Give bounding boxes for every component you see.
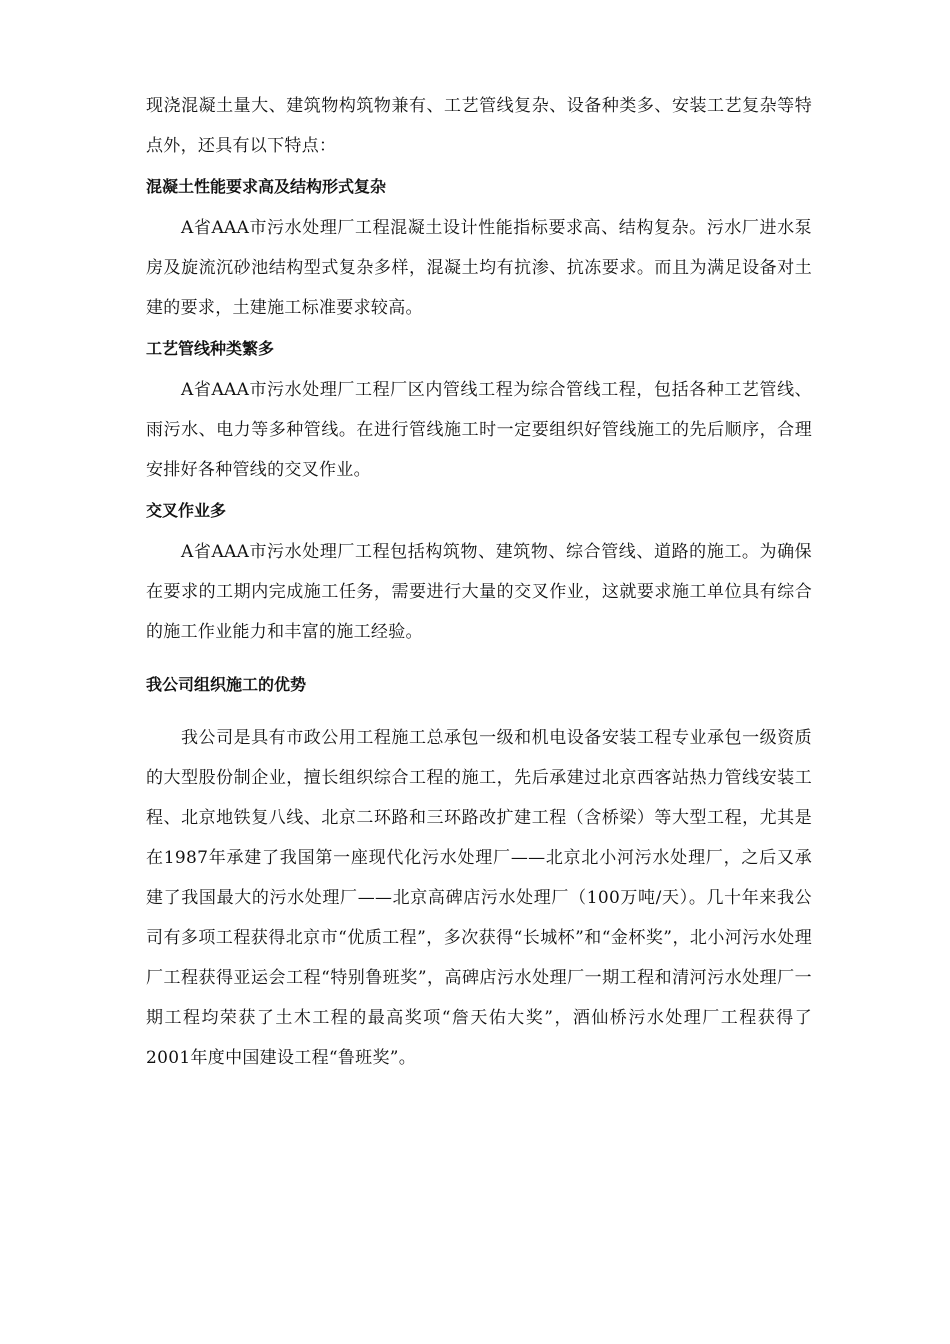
advantages-paragraph: 我公司是具有市政公用工程施工总承包一级和机电设备安装工程专业承包一级资质的大型股份制企业，擅长组织综合工程的施工，先后承建过北京西客站热力管线安装工程、北京地铁复八线、北京二环路和三环路改扩建工程（含桥梁）等大型工程，尤其是在1987年承建了我国第一座现代化污水处理厂——北京北小河污水处理厂，之后又承建了我国最大的污水处理厂——北京高碑店污水处理厂（100万吨/天）。几十年来我公司有多项工程获得北京市“优质工程”，多次获得“长城杯”和“金杯奖”，北小河污水处理厂工程获得亚运会工程“特别鲁班奖”，高碑店污水处理厂一期工程和清河污水处理厂一期工程均荣获了土木工程的最高奖项“詹天佑大奖”，酒仙桥污水处理厂工程获得了2001年度中国建设工程“鲁班奖”。 xyxy=(146,728,812,1068)
concrete-paragraph: A省AAA市污水处理厂工程混凝土设计性能指标要求高、结构复杂。污水厂进水泵房及旋流沉砂池结构型式复杂多样，混凝土均有抗渗、抗冻要求。而且为满足设备对土建的要求，土建施工标准要求较高。 xyxy=(146,218,812,318)
document-page xyxy=(146,86,812,1078)
cross-work-paragraph: A省AAA市污水处理厂工程包括构筑物、建筑物、综合管线、道路的施工。为确保在要求的工期内完成施工任务，需要进行大量的交叉作业，这就要求施工单位具有综合的施工作业能力和丰富的施工经验。 xyxy=(146,542,812,642)
section-heading-concrete: 混凝土性能要求高及结构形式复杂 xyxy=(146,177,387,196)
section-heading-advantages: 我公司组织施工的优势 xyxy=(146,675,307,694)
pipelines-paragraph: A省AAA市污水处理厂工程厂区内管线工程为综合管线工程，包括各种工艺管线、雨污水、电力等多种管线。在进行管线施工时一定要组织好管线施工的先后顺序，合理安排好各种管线的交叉作业。 xyxy=(146,380,812,480)
section-heading-cross-work: 交叉作业多 xyxy=(146,501,227,520)
section-heading-pipelines: 工艺管线种类繁多 xyxy=(146,339,275,358)
intro-paragraph: 现浇混凝土量大、建筑物构筑物兼有、工艺管线复杂、设备种类多、安装工艺复杂等特点外，还具有以下特点： xyxy=(146,96,812,156)
